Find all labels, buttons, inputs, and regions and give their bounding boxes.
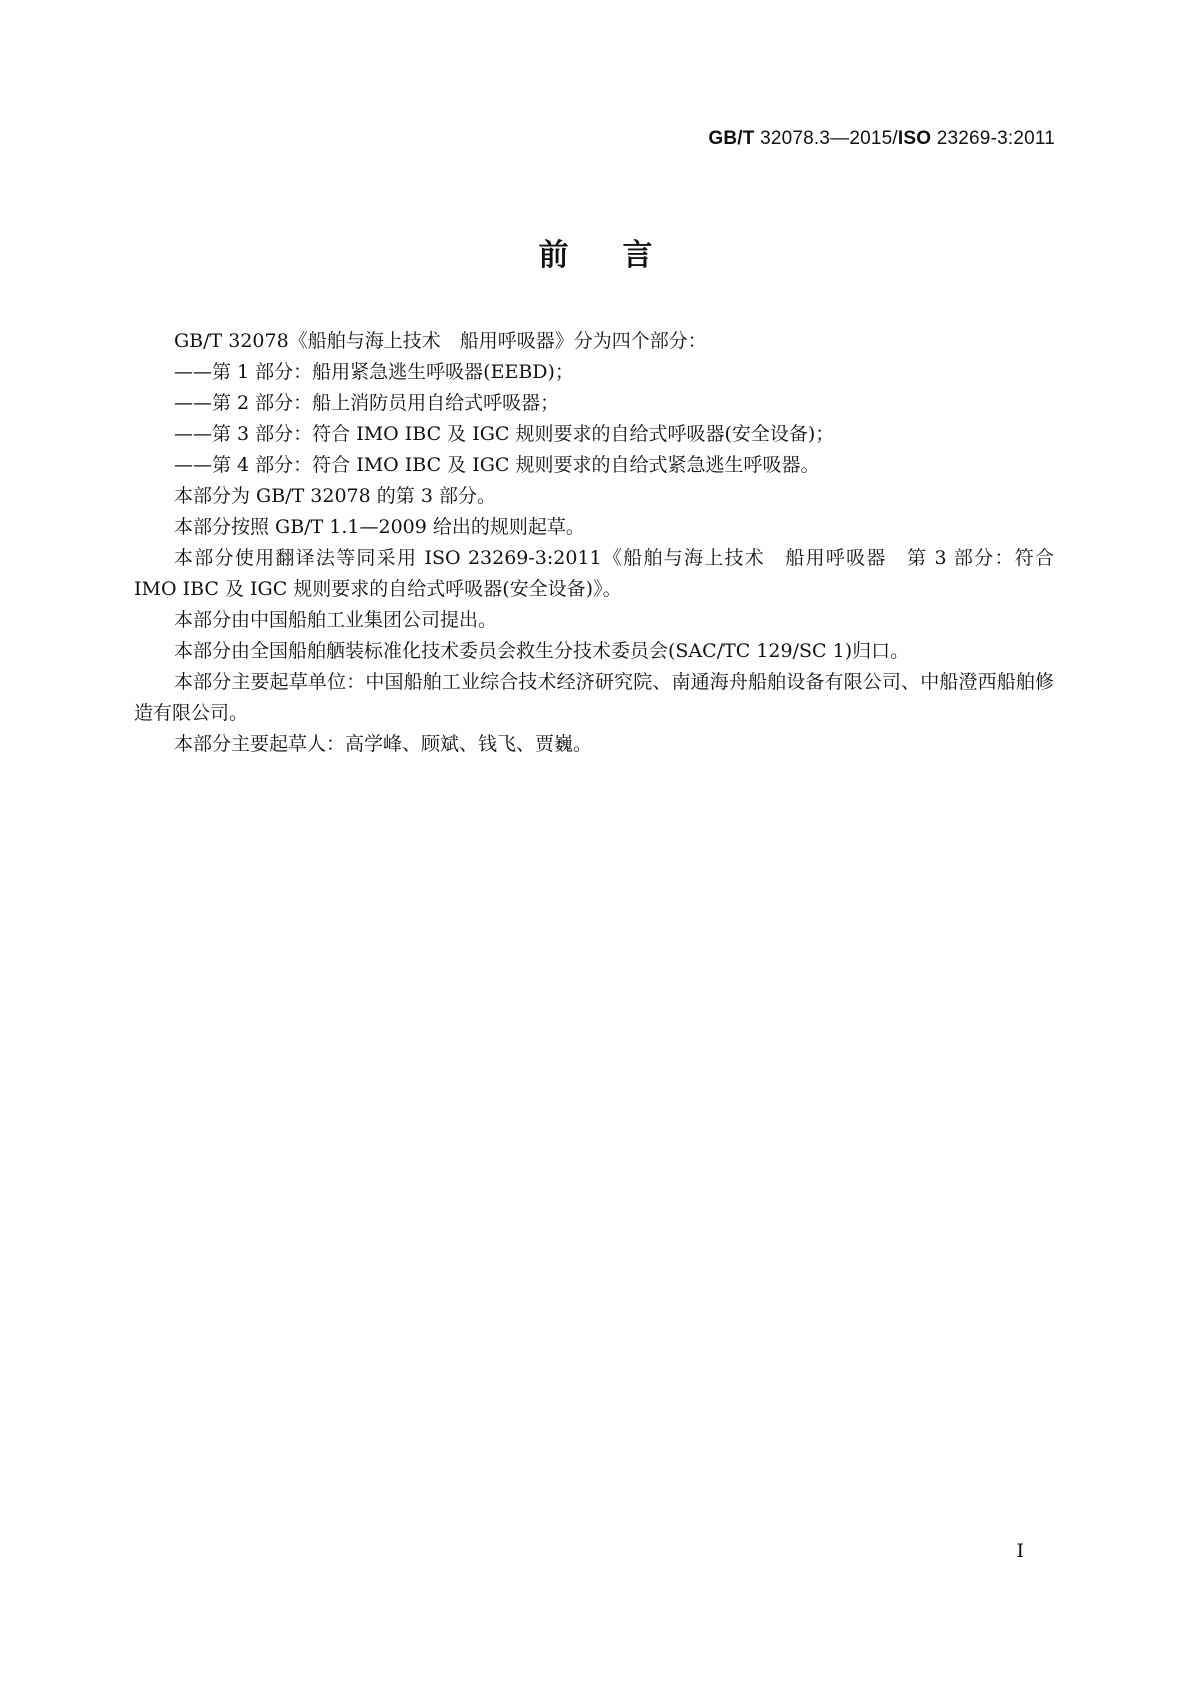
paragraph: ——第 2 部分：船上消防员用自给式呼吸器； bbox=[174, 392, 560, 414]
std-code-gb-number: 32078.3—2015/ bbox=[760, 128, 898, 149]
paragraph: GB/T 32078《船舶与海上技术 船用呼吸器》分为四个部分： bbox=[174, 330, 707, 352]
paragraph: 本部分为 GB/T 32078 的第 3 部分。 bbox=[174, 485, 496, 507]
paragraph: 本部分主要起草单位：中国船舶工业综合技术经济研究院、南通海舟船舶设备有限公司、中船澄西船舶修造有限公司。 bbox=[134, 671, 1054, 724]
paragraph: ——第 4 部分：符合 IMO IBC 及 IGC 规则要求的自给式紧急逃生呼吸器。 bbox=[174, 454, 820, 476]
paragraph: 本部分由中国船舶工业集团公司提出。 bbox=[174, 609, 498, 631]
foreword-body bbox=[134, 326, 1054, 760]
std-code-iso: ISO bbox=[897, 128, 932, 149]
page-title: 前言 bbox=[538, 238, 707, 273]
page-number: I bbox=[1016, 1540, 1024, 1562]
paragraph: 本部分由全国船舶舾装标准化技术委员会救生分技术委员会(SAC/TC 129/SC 1)归口。 bbox=[174, 640, 910, 662]
std-code-iso-number: 23269-3:2011 bbox=[936, 128, 1055, 149]
paragraph: ——第 3 部分：符合 IMO IBC 及 IGC 规则要求的自给式呼吸器(安全设备)； bbox=[174, 423, 835, 445]
paragraph: 本部分使用翻译法等同采用 ISO 23269-3:2011《船舶与海上技术 船用呼吸器 第 3 部分：符合 IMO IBC 及 IGC 规则要求的自给式呼吸器(安全设备)》。 bbox=[134, 547, 1054, 600]
std-code-gb: GB/T bbox=[708, 128, 755, 149]
paragraph: ——第 1 部分：船用紧急逃生呼吸器(EEBD)； bbox=[174, 361, 574, 383]
standard-code bbox=[708, 128, 1055, 150]
paragraph: 本部分按照 GB/T 1.1—2009 给出的规则起草。 bbox=[174, 516, 585, 538]
paragraph: 本部分主要起草人：高学峰、顾斌、钱飞、贾巍。 bbox=[174, 733, 593, 755]
